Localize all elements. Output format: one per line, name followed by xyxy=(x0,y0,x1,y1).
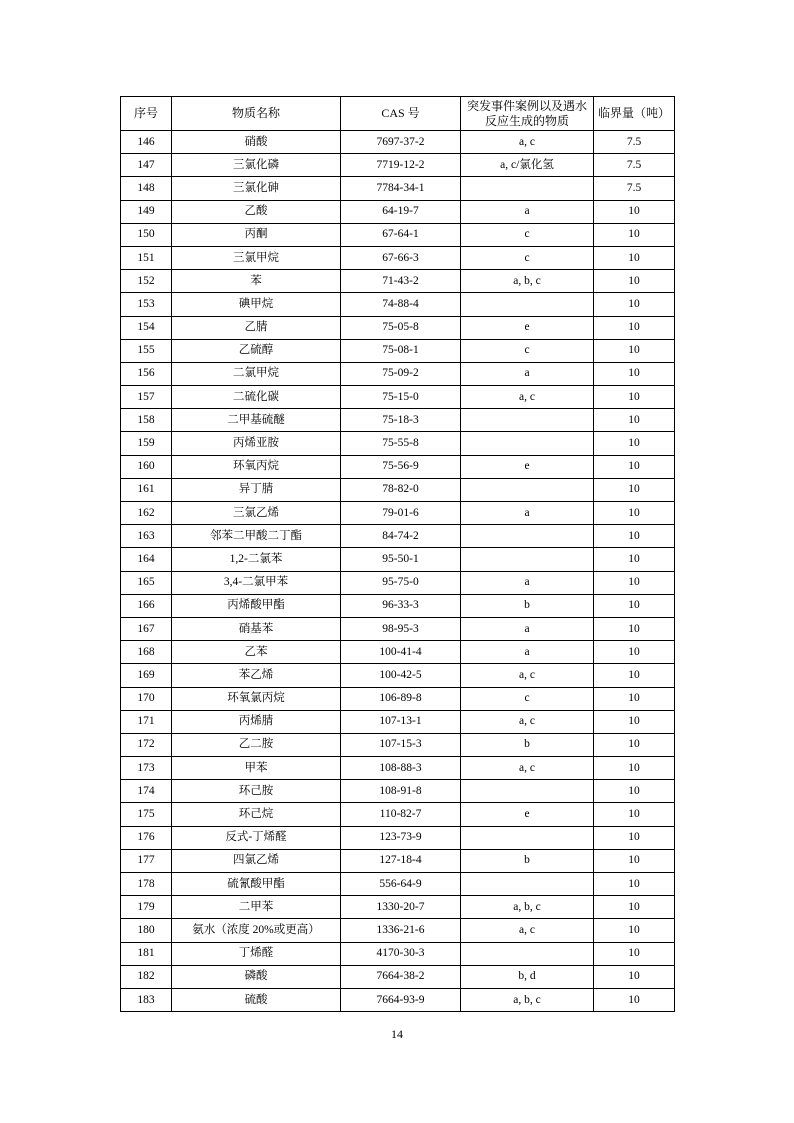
incident-cases-cell: a, b, c xyxy=(461,988,594,1011)
table-row xyxy=(121,988,675,1011)
incident-cases-cell xyxy=(461,293,594,316)
table-header xyxy=(121,97,675,131)
table-row xyxy=(121,594,675,617)
table-row xyxy=(121,919,675,942)
cas-number-cell: 108-91-8 xyxy=(341,780,461,803)
incident-cases-cell: b xyxy=(461,594,594,617)
table-row xyxy=(121,733,675,756)
threshold-quantity-cell: 10 xyxy=(594,942,675,965)
substance-name-cell: 碘甲烷 xyxy=(172,293,341,316)
threshold-quantity-cell: 10 xyxy=(594,733,675,756)
cas-number-cell: 100-41-4 xyxy=(341,641,461,664)
threshold-quantity-cell: 10 xyxy=(594,988,675,1011)
threshold-quantity-cell: 10 xyxy=(594,200,675,223)
threshold-quantity-cell: 10 xyxy=(594,525,675,548)
threshold-quantity-cell: 10 xyxy=(594,617,675,640)
header-cas-number: CAS 号 xyxy=(341,97,461,131)
serial-number-cell: 151 xyxy=(121,246,172,269)
cas-number-cell: 7697-37-2 xyxy=(341,131,461,154)
serial-number-cell: 161 xyxy=(121,478,172,501)
cas-number-cell: 96-33-3 xyxy=(341,594,461,617)
incident-cases-cell: a, c/氯化氢 xyxy=(461,154,594,177)
substance-name-cell: 甲苯 xyxy=(172,757,341,780)
substance-name-cell: 丙烯亚胺 xyxy=(172,432,341,455)
cas-number-cell: 95-75-0 xyxy=(341,571,461,594)
table-row xyxy=(121,687,675,710)
threshold-quantity-cell: 10 xyxy=(594,757,675,780)
threshold-quantity-cell: 10 xyxy=(594,386,675,409)
substance-name-cell: 氨水（浓度 20%或更高） xyxy=(172,919,341,942)
cas-number-cell: 71-43-2 xyxy=(341,270,461,293)
substance-name-cell: 磷酸 xyxy=(172,965,341,988)
incident-cases-cell xyxy=(461,826,594,849)
table-row xyxy=(121,478,675,501)
serial-number-cell: 150 xyxy=(121,223,172,246)
substance-name-cell: 硫氰酸甲酯 xyxy=(172,873,341,896)
serial-number-cell: 148 xyxy=(121,177,172,200)
substance-name-cell: 环己烷 xyxy=(172,803,341,826)
incident-cases-cell: e xyxy=(461,316,594,339)
threshold-quantity-cell: 10 xyxy=(594,687,675,710)
cas-number-cell: 75-55-8 xyxy=(341,432,461,455)
substance-name-cell: 四氯乙烯 xyxy=(172,849,341,872)
serial-number-cell: 179 xyxy=(121,896,172,919)
table-row xyxy=(121,525,675,548)
table-row xyxy=(121,362,675,385)
serial-number-cell: 149 xyxy=(121,200,172,223)
serial-number-cell: 147 xyxy=(121,154,172,177)
serial-number-cell: 174 xyxy=(121,780,172,803)
threshold-quantity-cell: 10 xyxy=(594,571,675,594)
incident-cases-cell: a xyxy=(461,641,594,664)
serial-number-cell: 170 xyxy=(121,687,172,710)
threshold-quantity-cell: 10 xyxy=(594,316,675,339)
table-row xyxy=(121,316,675,339)
incident-cases-cell: a, c xyxy=(461,757,594,780)
substance-name-cell: 三氯乙烯 xyxy=(172,502,341,525)
cas-number-cell: 67-66-3 xyxy=(341,246,461,269)
table-row xyxy=(121,154,675,177)
threshold-quantity-cell: 10 xyxy=(594,548,675,571)
substance-name-cell: 乙硫醇 xyxy=(172,339,341,362)
threshold-quantity-cell: 7.5 xyxy=(594,154,675,177)
substance-name-cell: 硫酸 xyxy=(172,988,341,1011)
cas-number-cell: 100-42-5 xyxy=(341,664,461,687)
threshold-quantity-cell: 10 xyxy=(594,246,675,269)
cas-number-cell: 106-89-8 xyxy=(341,687,461,710)
serial-number-cell: 176 xyxy=(121,826,172,849)
incident-cases-cell xyxy=(461,409,594,432)
serial-number-cell: 162 xyxy=(121,502,172,525)
header-threshold-quantity: 临界量（吨） xyxy=(594,97,675,131)
threshold-quantity-cell: 10 xyxy=(594,432,675,455)
serial-number-cell: 164 xyxy=(121,548,172,571)
table-row xyxy=(121,246,675,269)
table-row xyxy=(121,942,675,965)
substance-name-cell: 丙烯酸甲酯 xyxy=(172,594,341,617)
serial-number-cell: 172 xyxy=(121,733,172,756)
incident-cases-cell: a xyxy=(461,362,594,385)
table-row xyxy=(121,641,675,664)
incident-cases-cell: c xyxy=(461,687,594,710)
incident-cases-cell: e xyxy=(461,803,594,826)
table-row xyxy=(121,131,675,154)
cas-number-cell: 74-88-4 xyxy=(341,293,461,316)
threshold-quantity-cell: 10 xyxy=(594,896,675,919)
threshold-quantity-cell: 10 xyxy=(594,455,675,478)
serial-number-cell: 165 xyxy=(121,571,172,594)
substance-name-cell: 邻苯二甲酸二丁酯 xyxy=(172,525,341,548)
cas-number-cell: 98-95-3 xyxy=(341,617,461,640)
substance-name-cell: 乙酸 xyxy=(172,200,341,223)
table-row xyxy=(121,571,675,594)
serial-number-cell: 177 xyxy=(121,849,172,872)
threshold-quantity-cell: 10 xyxy=(594,826,675,849)
incident-cases-cell: a, c xyxy=(461,386,594,409)
table-row xyxy=(121,270,675,293)
incident-cases-cell xyxy=(461,780,594,803)
incident-cases-cell: a xyxy=(461,571,594,594)
substance-name-cell: 反式-丁烯醛 xyxy=(172,826,341,849)
threshold-quantity-cell: 10 xyxy=(594,849,675,872)
substance-name-cell: 1,2-二氯苯 xyxy=(172,548,341,571)
cas-number-cell: 67-64-1 xyxy=(341,223,461,246)
substance-name-cell: 乙腈 xyxy=(172,316,341,339)
substance-name-cell: 二甲苯 xyxy=(172,896,341,919)
serial-number-cell: 153 xyxy=(121,293,172,316)
incident-cases-cell: a, c xyxy=(461,664,594,687)
cas-number-cell: 75-05-8 xyxy=(341,316,461,339)
serial-number-cell: 171 xyxy=(121,710,172,733)
table-row xyxy=(121,873,675,896)
incident-cases-cell xyxy=(461,525,594,548)
cas-number-cell: 75-09-2 xyxy=(341,362,461,385)
threshold-quantity-cell: 10 xyxy=(594,339,675,362)
cas-number-cell: 75-08-1 xyxy=(341,339,461,362)
incident-cases-cell: e xyxy=(461,455,594,478)
incident-cases-cell: c xyxy=(461,223,594,246)
threshold-quantity-cell: 10 xyxy=(594,270,675,293)
incident-cases-cell: a, c xyxy=(461,131,594,154)
serial-number-cell: 181 xyxy=(121,942,172,965)
serial-number-cell: 173 xyxy=(121,757,172,780)
substance-name-cell: 三氯化磷 xyxy=(172,154,341,177)
cas-number-cell: 556-64-9 xyxy=(341,873,461,896)
cas-number-cell: 7664-93-9 xyxy=(341,988,461,1011)
incident-cases-cell xyxy=(461,942,594,965)
threshold-quantity-cell: 10 xyxy=(594,780,675,803)
incident-cases-cell: a xyxy=(461,617,594,640)
header-substance-name: 物质名称 xyxy=(172,97,341,131)
table-row xyxy=(121,293,675,316)
table-row xyxy=(121,177,675,200)
threshold-quantity-cell: 10 xyxy=(594,409,675,432)
incident-cases-cell: a xyxy=(461,502,594,525)
cas-number-cell: 7784-34-1 xyxy=(341,177,461,200)
substance-name-cell: 丙酮 xyxy=(172,223,341,246)
table-row xyxy=(121,710,675,733)
serial-number-cell: 169 xyxy=(121,664,172,687)
cas-number-cell: 84-74-2 xyxy=(341,525,461,548)
incident-cases-cell xyxy=(461,478,594,501)
substance-name-cell: 二甲基硫醚 xyxy=(172,409,341,432)
cas-number-cell: 78-82-0 xyxy=(341,478,461,501)
incident-cases-cell: a, b, c xyxy=(461,896,594,919)
incident-cases-cell: b xyxy=(461,849,594,872)
substance-name-cell: 丙烯腈 xyxy=(172,710,341,733)
cas-number-cell: 7719-12-2 xyxy=(341,154,461,177)
cas-number-cell: 75-15-0 xyxy=(341,386,461,409)
serial-number-cell: 167 xyxy=(121,617,172,640)
incident-cases-cell xyxy=(461,177,594,200)
serial-number-cell: 157 xyxy=(121,386,172,409)
serial-number-cell: 152 xyxy=(121,270,172,293)
serial-number-cell: 155 xyxy=(121,339,172,362)
serial-number-cell: 158 xyxy=(121,409,172,432)
incident-cases-cell: a, b, c xyxy=(461,270,594,293)
threshold-quantity-cell: 10 xyxy=(594,965,675,988)
table-row xyxy=(121,780,675,803)
cas-number-cell: 1336-21-6 xyxy=(341,919,461,942)
table-row xyxy=(121,617,675,640)
threshold-quantity-cell: 10 xyxy=(594,293,675,316)
header-row xyxy=(121,97,675,131)
table-row xyxy=(121,826,675,849)
serial-number-cell: 154 xyxy=(121,316,172,339)
substance-name-cell: 异丁腈 xyxy=(172,478,341,501)
cas-number-cell: 107-13-1 xyxy=(341,710,461,733)
threshold-quantity-cell: 10 xyxy=(594,362,675,385)
table-row xyxy=(121,548,675,571)
incident-cases-cell: b xyxy=(461,733,594,756)
table-row xyxy=(121,432,675,455)
incident-cases-cell: a xyxy=(461,200,594,223)
header-incident-cases: 突发事件案例以及遇水反应生成的物质 xyxy=(461,97,594,131)
table-row xyxy=(121,200,675,223)
threshold-quantity-cell: 7.5 xyxy=(594,177,675,200)
table-row xyxy=(121,965,675,988)
incident-cases-cell xyxy=(461,548,594,571)
serial-number-cell: 166 xyxy=(121,594,172,617)
threshold-quantity-cell: 10 xyxy=(594,873,675,896)
threshold-quantity-cell: 10 xyxy=(594,803,675,826)
incident-cases-cell xyxy=(461,432,594,455)
incident-cases-cell: c xyxy=(461,339,594,362)
substance-name-cell: 环氧丙烷 xyxy=(172,455,341,478)
substance-name-cell: 苯 xyxy=(172,270,341,293)
incident-cases-cell: a, c xyxy=(461,710,594,733)
table-row xyxy=(121,409,675,432)
cas-number-cell: 1330-20-7 xyxy=(341,896,461,919)
cas-number-cell: 4170-30-3 xyxy=(341,942,461,965)
substance-name-cell: 3,4-二氯甲苯 xyxy=(172,571,341,594)
cas-number-cell: 108-88-3 xyxy=(341,757,461,780)
substance-table xyxy=(120,96,675,1012)
incident-cases-cell: b, d xyxy=(461,965,594,988)
incident-cases-cell: a, c xyxy=(461,919,594,942)
cas-number-cell: 110-82-7 xyxy=(341,803,461,826)
cas-number-cell: 107-15-3 xyxy=(341,733,461,756)
threshold-quantity-cell: 10 xyxy=(594,710,675,733)
substance-name-cell: 二硫化碳 xyxy=(172,386,341,409)
threshold-quantity-cell: 7.5 xyxy=(594,131,675,154)
substance-name-cell: 环己胺 xyxy=(172,780,341,803)
threshold-quantity-cell: 10 xyxy=(594,594,675,617)
table-row xyxy=(121,455,675,478)
substance-name-cell: 三氯甲烷 xyxy=(172,246,341,269)
table-row xyxy=(121,386,675,409)
substance-name-cell: 硝基苯 xyxy=(172,617,341,640)
table-row xyxy=(121,223,675,246)
threshold-quantity-cell: 10 xyxy=(594,641,675,664)
cas-number-cell: 7664-38-2 xyxy=(341,965,461,988)
serial-number-cell: 168 xyxy=(121,641,172,664)
serial-number-cell: 160 xyxy=(121,455,172,478)
substance-name-cell: 乙二胺 xyxy=(172,733,341,756)
serial-number-cell: 180 xyxy=(121,919,172,942)
table-row xyxy=(121,757,675,780)
substance-name-cell: 三氯化砷 xyxy=(172,177,341,200)
cas-number-cell: 75-56-9 xyxy=(341,455,461,478)
cas-number-cell: 64-19-7 xyxy=(341,200,461,223)
substance-name-cell: 乙苯 xyxy=(172,641,341,664)
incident-cases-cell: c xyxy=(461,246,594,269)
substance-name-cell: 苯乙烯 xyxy=(172,664,341,687)
serial-number-cell: 182 xyxy=(121,965,172,988)
header-serial-number: 序号 xyxy=(121,97,172,131)
table-row xyxy=(121,502,675,525)
substance-name-cell: 硝酸 xyxy=(172,131,341,154)
serial-number-cell: 175 xyxy=(121,803,172,826)
serial-number-cell: 159 xyxy=(121,432,172,455)
page-number: 14 xyxy=(391,1027,403,1041)
threshold-quantity-cell: 10 xyxy=(594,919,675,942)
cas-number-cell: 95-50-1 xyxy=(341,548,461,571)
substance-name-cell: 二氯甲烷 xyxy=(172,362,341,385)
table-body xyxy=(121,131,675,1012)
cas-number-cell: 79-01-6 xyxy=(341,502,461,525)
table-row xyxy=(121,664,675,687)
threshold-quantity-cell: 10 xyxy=(594,664,675,687)
cas-number-cell: 75-18-3 xyxy=(341,409,461,432)
substance-name-cell: 环氧氯丙烷 xyxy=(172,687,341,710)
table-row xyxy=(121,803,675,826)
cas-number-cell: 127-18-4 xyxy=(341,849,461,872)
threshold-quantity-cell: 10 xyxy=(594,223,675,246)
substance-name-cell: 丁烯醛 xyxy=(172,942,341,965)
serial-number-cell: 146 xyxy=(121,131,172,154)
serial-number-cell: 163 xyxy=(121,525,172,548)
serial-number-cell: 156 xyxy=(121,362,172,385)
threshold-quantity-cell: 10 xyxy=(594,502,675,525)
serial-number-cell: 183 xyxy=(121,988,172,1011)
table-row xyxy=(121,896,675,919)
cas-number-cell: 123-73-9 xyxy=(341,826,461,849)
incident-cases-cell xyxy=(461,873,594,896)
table-row xyxy=(121,849,675,872)
serial-number-cell: 178 xyxy=(121,873,172,896)
threshold-quantity-cell: 10 xyxy=(594,478,675,501)
table-row xyxy=(121,339,675,362)
